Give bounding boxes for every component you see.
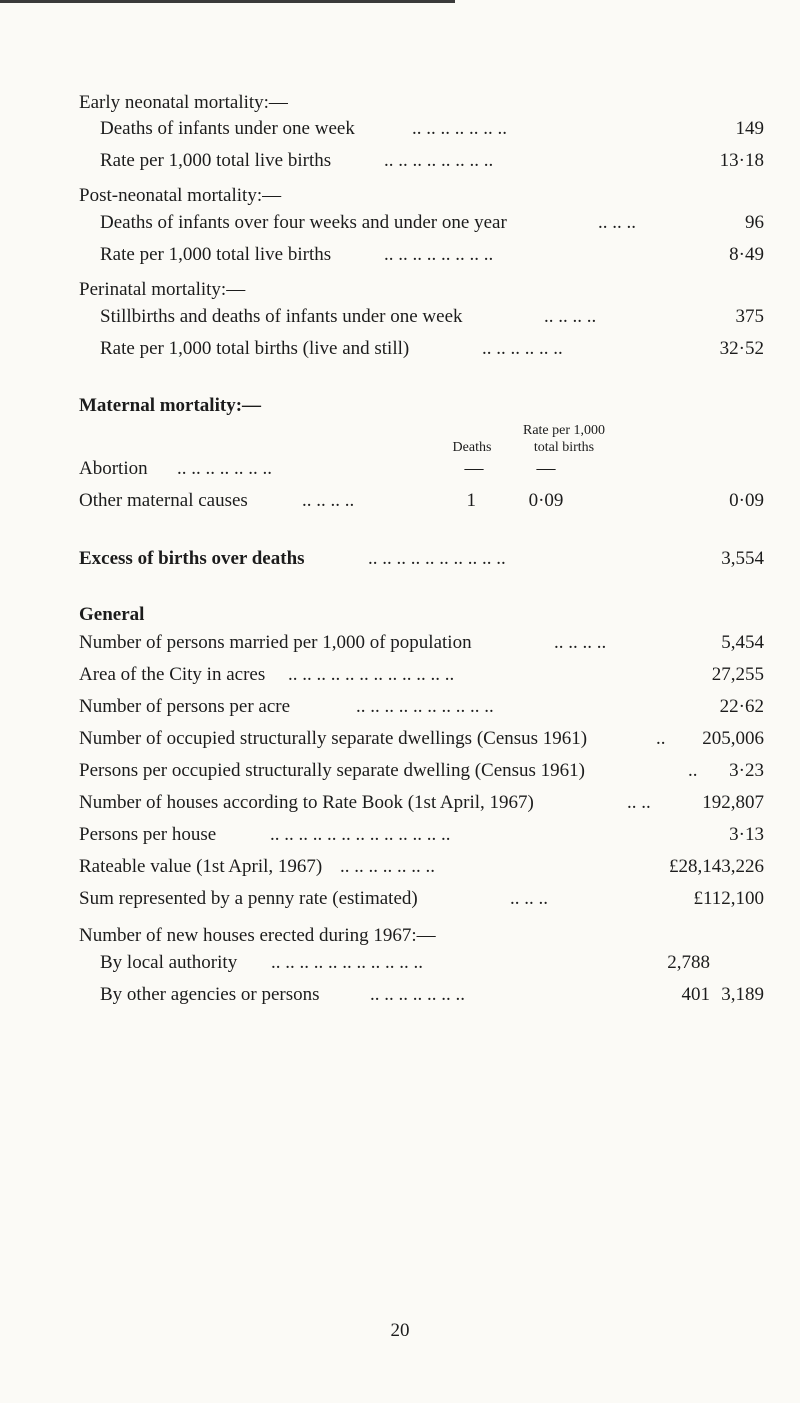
abortion-deaths: — (464, 458, 484, 479)
dot-leader: .. .. .. .. .. .. .. .. .. .. .. .. .. (270, 824, 451, 845)
general-row-label: Area of the City in acres (79, 664, 266, 685)
early-rate-label: Rate per 1,000 total live births (100, 150, 332, 171)
excess-value: 3,554 (721, 548, 764, 569)
early-deaths-label: Deaths of infants under one week (100, 118, 355, 139)
dot-leader: .. .. .. .. .. .. .. .. (384, 244, 494, 265)
dot-leader: .. .. .. .. .. .. .. .. .. .. (368, 548, 506, 569)
general-row-value: 22·62 (719, 696, 764, 717)
maternal-heading: Maternal mortality:— (79, 395, 262, 416)
excess-label: Excess of births over deaths (79, 548, 305, 569)
early-deaths-value: 149 (735, 118, 764, 139)
post-rate-value: 8·49 (729, 244, 764, 265)
general-row-value: 5,454 (721, 632, 764, 653)
other-maternal-deaths: 1 (466, 490, 476, 511)
post-rate-label: Rate per 1,000 total live births (100, 244, 332, 265)
rate-column-header-line2: total births (533, 440, 595, 455)
dot-leader: .. .. .. .. .. .. .. .. (384, 150, 494, 171)
local-authority-value: 2,788 (667, 952, 710, 973)
dot-leader: .. .. .. .. .. .. .. (177, 458, 272, 479)
dot-leader: .. .. .. .. (554, 632, 607, 653)
houses-total: 3,189 (721, 984, 764, 1005)
abortion-rate: — (536, 458, 556, 479)
dot-leader: .. .. .. .. .. .. .. .. .. .. (356, 696, 494, 717)
dot-leader: .. (656, 728, 666, 749)
dot-leader: .. .. (627, 792, 651, 813)
general-row-value: 192,807 (702, 792, 764, 813)
general-row-label: Number of persons married per 1,000 of population (79, 632, 472, 653)
dot-leader: .. .. .. .. (302, 490, 355, 511)
peri-deaths-label: Stillbirths and deaths of infants under one week (100, 306, 463, 327)
top-rule (0, 0, 455, 3)
maternal-total-rate: 0·09 (729, 490, 764, 511)
general-row-value: 27,255 (711, 664, 764, 685)
dot-leader: .. .. .. .. .. .. .. .. .. .. .. (271, 952, 423, 973)
general-row-label: Rateable value (1st April, 1967) (79, 856, 323, 877)
dot-leader: .. .. .. .. .. .. .. (340, 856, 435, 877)
dot-leader: .. .. .. .. .. .. .. (412, 118, 507, 139)
other-agencies-label: By other agencies or persons (100, 984, 320, 1005)
other-maternal-label: Other maternal causes (79, 490, 248, 511)
other-agencies-value: 401 (681, 984, 710, 1005)
dot-leader: .. .. .. .. (544, 306, 597, 327)
general-row-label: Number of houses according to Rate Book (1st April, 1967) (79, 792, 534, 813)
early-neonatal-heading: Early neonatal mortality:— (79, 92, 288, 113)
general-row-label: Number of occupied structurally separate dwellings (Census 1961) (79, 728, 588, 749)
general-row-value: 3·23 (729, 760, 764, 781)
perinatal-heading: Perinatal mortality:— (79, 279, 246, 300)
general-row-value: 205,006 (702, 728, 764, 749)
page-number: 20 (390, 1320, 410, 1341)
general-row-label: Number of persons per acre (79, 696, 291, 717)
rate-column-header-line1: Rate per 1,000 (522, 423, 606, 438)
peri-rate-value: 32·52 (719, 338, 764, 359)
dot-leader: .. .. .. (510, 888, 548, 909)
abortion-label: Abortion (79, 458, 148, 479)
peri-rate-label: Rate per 1,000 total births (live and still) (100, 338, 410, 359)
other-maternal-rate: 0·09 (528, 490, 564, 511)
dot-leader: .. .. .. .. .. .. .. (370, 984, 465, 1005)
general-row-value: £112,100 (693, 888, 764, 909)
deaths-column-header: Deaths (452, 440, 492, 455)
new-houses-heading: Number of new houses erected during 1967:— (79, 925, 436, 946)
early-rate-value: 13·18 (719, 150, 764, 171)
general-row-value: 3·13 (729, 824, 764, 845)
dot-leader: .. .. .. .. .. .. (482, 338, 563, 359)
dot-leader: .. (688, 760, 698, 781)
general-row-label: Sum represented by a penny rate (estimated) (79, 888, 418, 909)
general-row-label: Persons per house (79, 824, 217, 845)
post-deaths-value: 96 (745, 212, 764, 233)
dot-leader: .. .. .. (598, 212, 636, 233)
dot-leader: .. .. .. .. .. .. .. .. .. .. .. .. (288, 664, 455, 685)
post-deaths-label: Deaths of infants over four weeks and under one year (100, 212, 507, 233)
general-heading: General (79, 604, 145, 625)
local-authority-label: By local authority (100, 952, 238, 973)
general-row-label: Persons per occupied structurally separate dwelling (Census 1961) (79, 760, 586, 781)
peri-deaths-value: 375 (735, 306, 764, 327)
general-row-value: £28,143,226 (669, 856, 764, 877)
post-neonatal-heading: Post-neonatal mortality:— (79, 185, 282, 206)
